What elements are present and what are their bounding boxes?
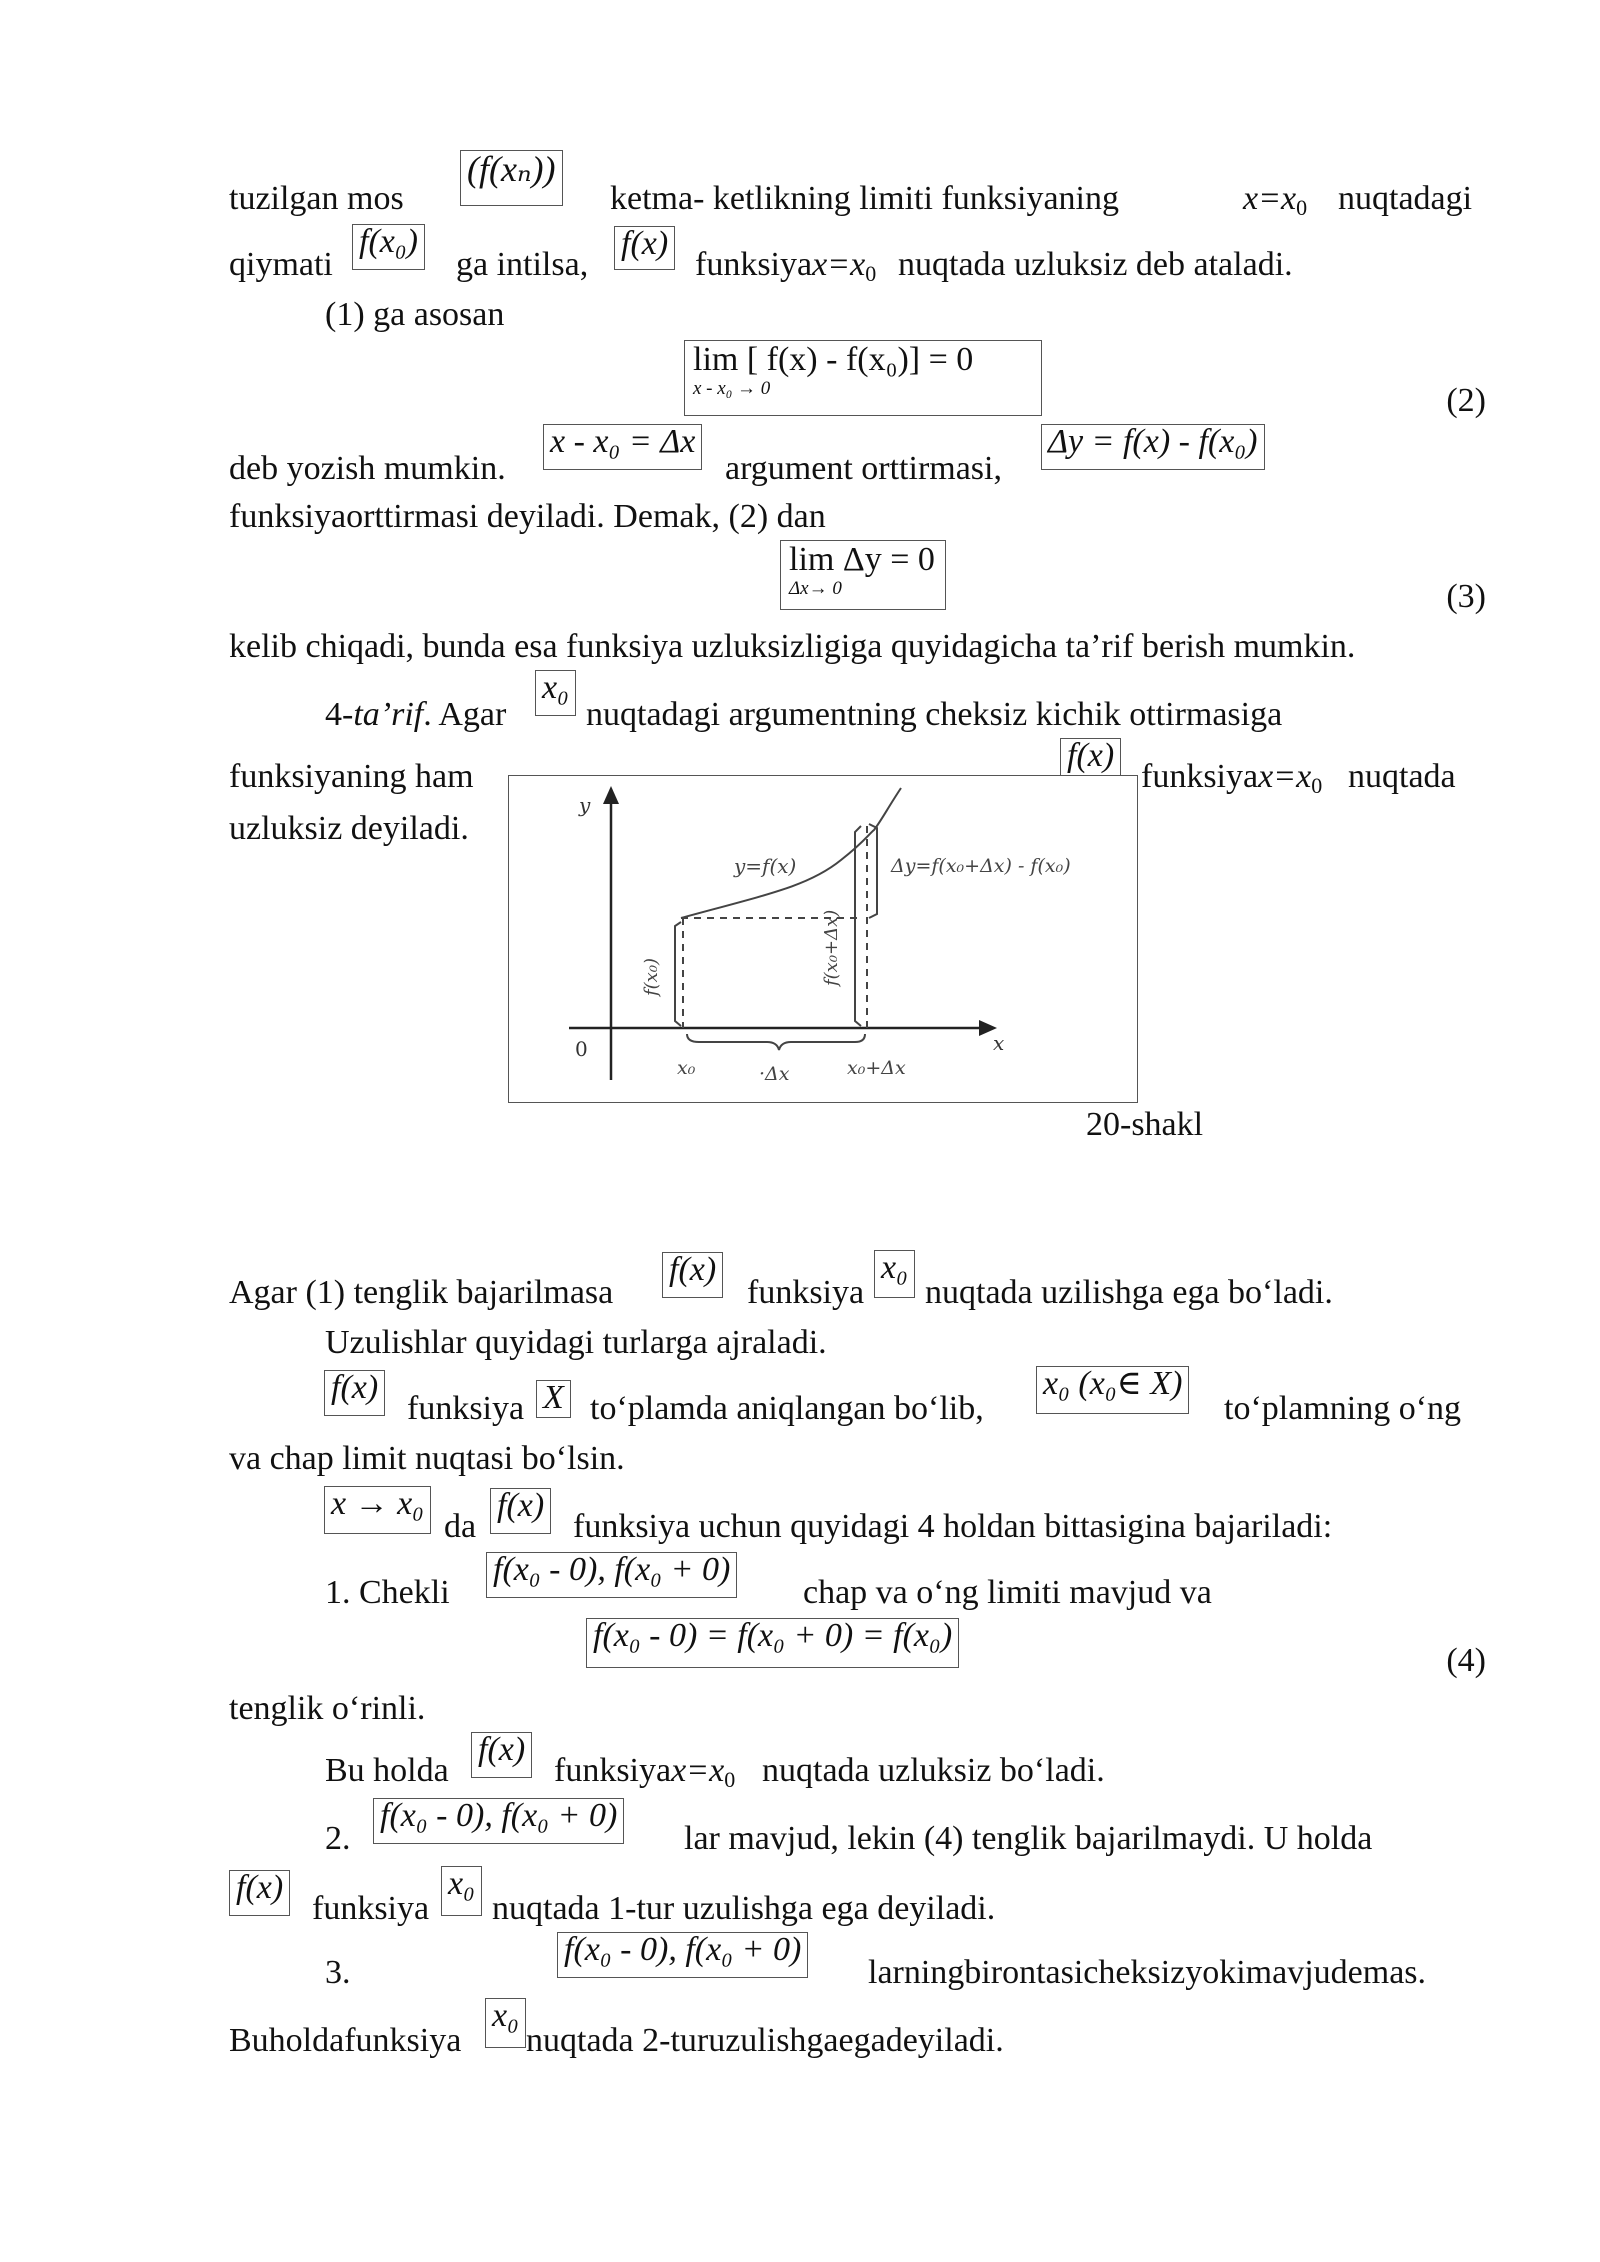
- figure-20: [508, 775, 1138, 1103]
- case3-line2-text-b: nuqtada 2-turuzulishgaegadeyiladi.: [526, 2022, 1004, 2059]
- def4-line2-text-b: $funksiyax=x_0$: [1141, 758, 1323, 798]
- origin-label: 0: [575, 1037, 588, 1061]
- p1-line1-text-c: nuqtadagi: [1338, 180, 1473, 217]
- case1-line3-text-a: Bu holda: [325, 1752, 449, 1789]
- p4-line3-text-a: funksiya: [407, 1390, 525, 1427]
- case1-line1-text-b: chap va o‘ng limiti mavjud va: [803, 1574, 1212, 1611]
- formula-one-sided-limits-1: f(x₀ - 0), f(x₀ + 0): [486, 1552, 737, 1598]
- formula-f-x-def4: f(x): [1060, 738, 1121, 784]
- formula-continuity-eq: f(x₀ - 0) = f(x₀ + 0) = f(x₀): [586, 1618, 959, 1668]
- formula-x0-in-X: x₀ (x₀∈ X): [1036, 1366, 1189, 1414]
- def4-line1-text-a: 4-ta’rif. Agar: [325, 696, 507, 733]
- p1-line1-text-a: tuzilgan mos: [229, 180, 404, 217]
- x-axis-label: x: [993, 1031, 1005, 1055]
- case3-line1-text-a: 3.: [325, 1954, 351, 1991]
- p4-line1-text-a: Agar (1) tenglik bajarilmasa: [229, 1274, 614, 1311]
- x0-label: x₀: [677, 1057, 696, 1079]
- def4-line1-text-b: nuqtadagi argumentning cheksiz kichik ottirmasiga: [586, 696, 1283, 733]
- p4-line4: va chap limit nuqtasi bo‘lsin.: [229, 1440, 625, 1477]
- case1-line1-text-a: 1. Chekli: [325, 1574, 450, 1611]
- formula-f-xn: (f(xₙ)): [460, 150, 563, 206]
- fx0-label: f(x₀): [641, 957, 662, 996]
- p4-line3-text-c: to‘plamning o‘ng: [1224, 1390, 1462, 1427]
- p1-line2-text-c: $funksiyax=x_0$: [695, 246, 877, 286]
- p2-intro: (1) ga asosan: [325, 296, 505, 333]
- formula-f-x-case2: f(x): [229, 1870, 290, 1916]
- y-axis-label: y: [579, 793, 591, 817]
- p1-line2-text-b: ga intilsa,: [456, 246, 589, 283]
- p2-line2: funksiyaorttirmasi deyiladi. Demak, (2) dan: [229, 498, 826, 535]
- bracket-dy: [869, 824, 877, 918]
- p1-line2-text-a: qiymati: [229, 246, 333, 283]
- formula-dy: Δy = f(x) - f(x₀): [1041, 424, 1265, 470]
- def4-line2-text-a: funksiyaning ham: [229, 758, 474, 795]
- p4-line2: Uzulishlar quyidagi turlarga ajraladi.: [325, 1324, 827, 1361]
- dx-label: ·Δx: [759, 1063, 790, 1085]
- formula-x0: x₀: [535, 670, 576, 716]
- figure-graph: [509, 776, 1137, 1102]
- def4-line2-text-c: nuqtada: [1348, 758, 1456, 795]
- formula-x0-p4: x₀: [874, 1250, 915, 1298]
- p1-line1-text-b: ketma- ketlikning limiti funksiyaning: [610, 180, 1119, 217]
- equation-number-4: (4): [1446, 1642, 1486, 1679]
- fx0dx-label: f(x₀+Δx): [821, 909, 842, 986]
- y-axis-arrow: [603, 786, 619, 804]
- formula-one-sided-limits-3: f(x₀ - 0), f(x₀ + 0): [557, 1932, 808, 1978]
- p2-line1-text-b: argument orttirmasi,: [725, 450, 1002, 487]
- equation-number-2: (2): [1446, 382, 1486, 419]
- formula-f-x-p4-l5: f(x): [490, 1488, 551, 1534]
- figure-caption: 20-shakl: [1086, 1106, 1204, 1143]
- def4-line3: uzluksiz deyiladi.: [229, 810, 469, 847]
- curve-label: y=f(x): [734, 854, 797, 878]
- case2-line1-text-b: lar mavjud, lekin (4) tenglik bajarilmaydi. U holda: [684, 1820, 1373, 1857]
- formula-one-sided-limits-2: f(x₀ - 0), f(x₀ + 0): [373, 1798, 624, 1844]
- case2-line2-text-a: funksiya: [312, 1890, 430, 1927]
- formula-f-x-p4: f(x): [662, 1252, 723, 1298]
- case1-line2: tenglik o‘rinli.: [229, 1690, 426, 1727]
- p1-line2-text-d: nuqtada uzluksiz deb ataladi.: [898, 246, 1293, 283]
- p4-line5-text-a: da: [444, 1508, 477, 1545]
- case3-line1-text-b: larningbirontasicheksizyokimavjudemas.: [868, 1954, 1427, 1991]
- dy-label: Δy=f(x₀+Δx) - f(x₀): [891, 855, 1071, 877]
- case1-line3-text-b: $funksiyax=x_0$: [554, 1752, 736, 1792]
- bracket-fx0: [675, 922, 681, 1026]
- formula-x-to-x0: x → x₀: [324, 1486, 431, 1534]
- formula-limit-2: lim [ f(x) - f(x₀)] = 0 x - x₀ → 0: [684, 340, 1042, 416]
- p1-line1-x: $x=x_0$: [1243, 180, 1308, 220]
- formula-f-x-case1: f(x): [471, 1732, 532, 1778]
- formula-dx: x - x₀ = Δx: [543, 424, 702, 470]
- formula-x0-case3: x₀: [485, 1998, 526, 2048]
- formula-f-x0: f(x₀): [352, 224, 425, 270]
- p3-text: kelib chiqadi, bunda esa funksiya uzluksizligiga quyidagicha ta’rif berish mumkin.: [229, 628, 1356, 665]
- p4-line1-text-b: funksiya: [747, 1274, 865, 1311]
- p4-line5-text-b: funksiya uchun quyidagi 4 holdan bittasigina bajariladi:: [573, 1508, 1333, 1545]
- equation-number-3: (3): [1446, 578, 1486, 615]
- brace-dx: [687, 1034, 865, 1050]
- formula-limit-3: lim Δy = 0 Δx→ 0: [780, 540, 946, 610]
- p2-line1-text-a: deb yozish mumkin.: [229, 450, 506, 487]
- formula-f-x-p4-l3: f(x): [324, 1370, 385, 1416]
- p4-line3-text-b: to‘plamda aniqlangan bo‘lib,: [590, 1390, 984, 1427]
- x0dx-label: x₀+Δx: [847, 1057, 906, 1079]
- case2-line1-text-a: 2.: [325, 1820, 351, 1857]
- formula-f-x: f(x): [614, 226, 675, 270]
- formula-X: X: [536, 1380, 571, 1418]
- bracket-fx0dx: [855, 826, 861, 1026]
- case3-line2-text-a: Buholdafunksiya: [229, 2022, 462, 2059]
- p4-line1-text-c: nuqtada uzilishga ega bo‘ladi.: [925, 1274, 1333, 1311]
- case1-line3-text-c: nuqtada uzluksiz bo‘ladi.: [762, 1752, 1105, 1789]
- case2-line2-text-b: nuqtada 1-tur uzulishga ega deyiladi.: [492, 1890, 996, 1927]
- formula-x0-case2: x₀: [441, 1866, 482, 1916]
